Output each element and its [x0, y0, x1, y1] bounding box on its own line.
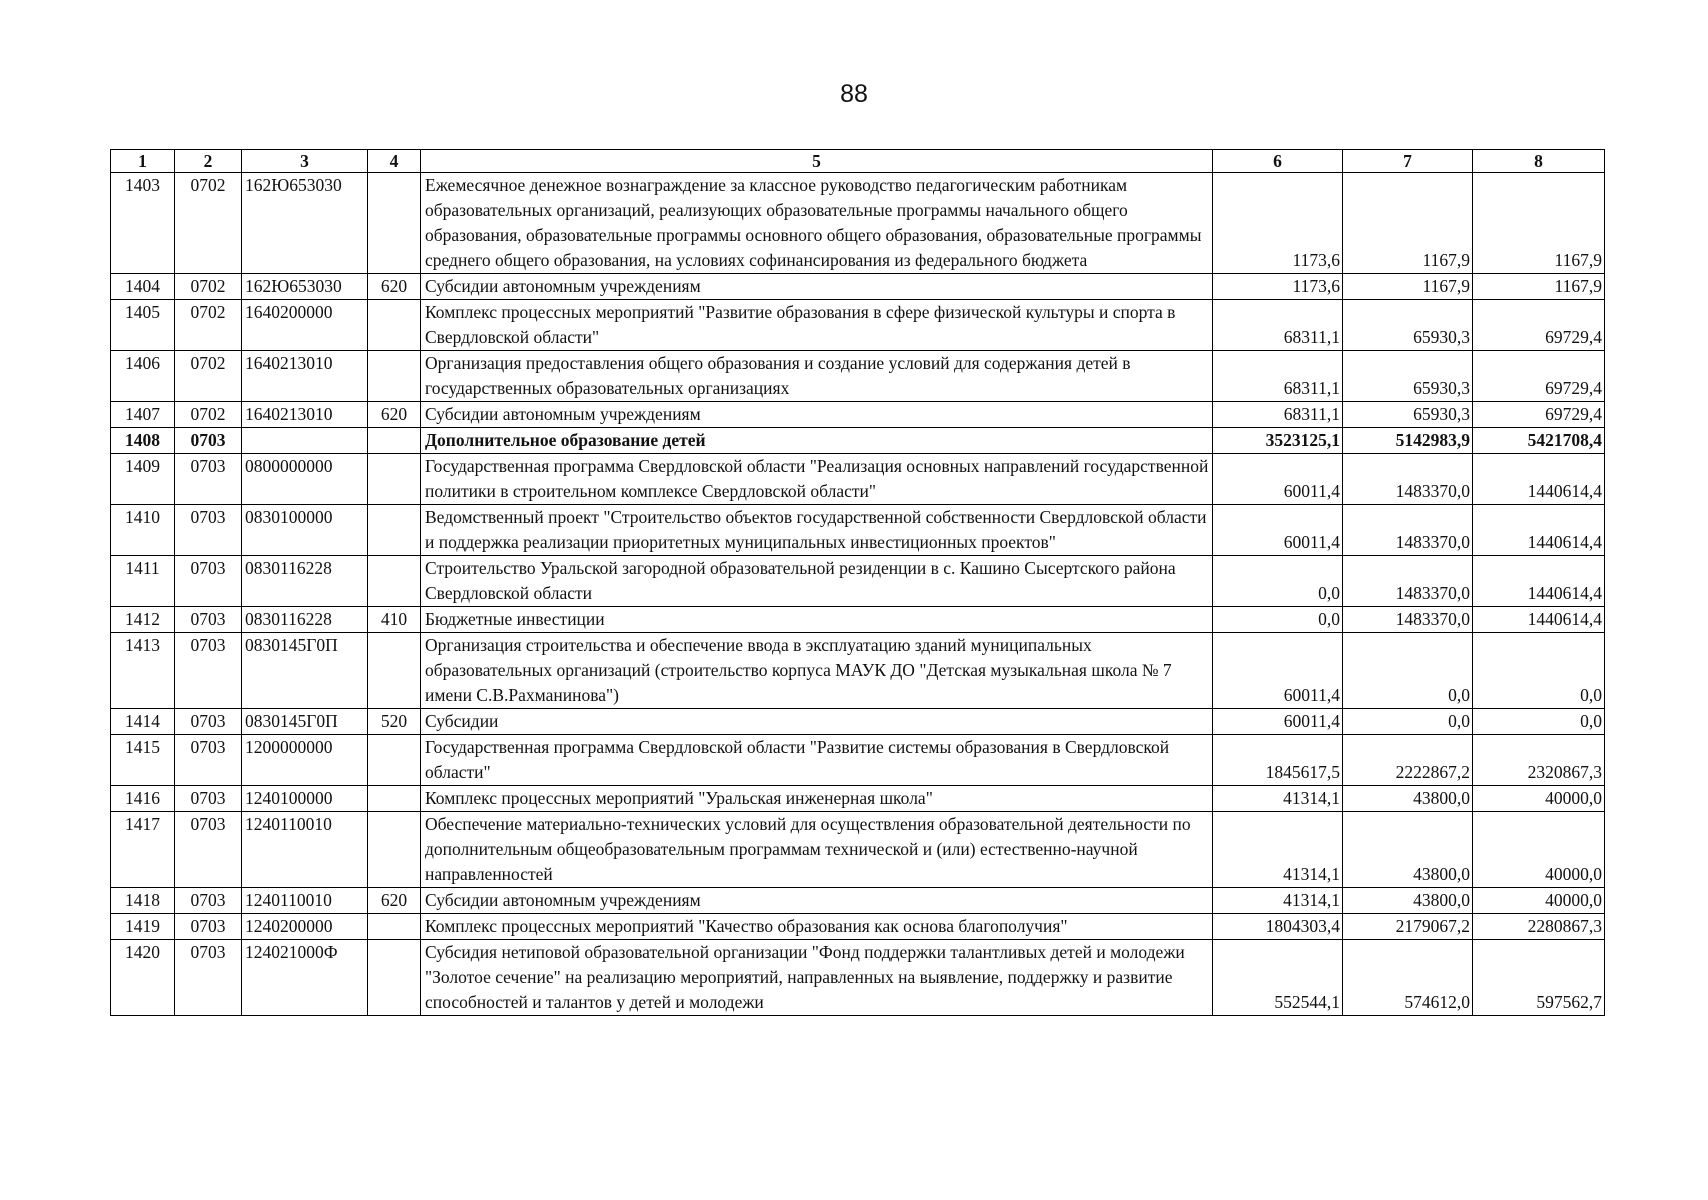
item-name-cell: Субсидия нетиповой образовательной организации "Фонд поддержки талантливых детей и молодежи "Золотое сечение" на реализацию мероприятий, направленных на выявление, поддержку и развитие способностей и талантов у детей и молодежи: [421, 940, 1213, 1016]
amount-year-1-cell: 68311,1: [1213, 351, 1343, 402]
amount-year-3-cell: 1167,9: [1473, 173, 1605, 274]
section-code-cell: 0702: [175, 351, 242, 402]
expense-type-cell: 410: [368, 607, 421, 633]
target-article-cell: 1200000000: [242, 735, 368, 786]
amount-year-2-cell: 0,0: [1343, 709, 1473, 735]
expense-type-cell: [368, 786, 421, 812]
item-name-cell: Субсидии автономным учреждениям: [421, 274, 1213, 300]
row-number-cell: 1420: [111, 940, 175, 1016]
amount-year-2-cell: 43800,0: [1343, 888, 1473, 914]
target-article-cell: 0830145Г0П: [242, 633, 368, 709]
table-row: [111, 633, 1605, 709]
header-cell: 3: [242, 150, 368, 173]
table-row: [111, 454, 1605, 505]
item-name-cell: Субсидии автономным учреждениям: [421, 402, 1213, 428]
amount-year-3-cell: 1440614,4: [1473, 607, 1605, 633]
item-name-cell: Субсидии автономным учреждениям: [421, 888, 1213, 914]
amount-year-1-cell: 552544,1: [1213, 940, 1343, 1016]
row-number-cell: 1405: [111, 300, 175, 351]
amount-year-2-cell: 65930,3: [1343, 402, 1473, 428]
target-article-cell: 0800000000: [242, 454, 368, 505]
table-row: [111, 888, 1605, 914]
target-article-cell: 0830145Г0П: [242, 709, 368, 735]
section-code-cell: 0703: [175, 888, 242, 914]
expense-type-cell: [368, 351, 421, 402]
amount-year-2-cell: 574612,0: [1343, 940, 1473, 1016]
amount-year-1-cell: 0,0: [1213, 556, 1343, 607]
header-row: [111, 150, 1605, 173]
expense-type-cell: [368, 735, 421, 786]
section-code-cell: 0703: [175, 428, 242, 454]
expense-type-cell: 620: [368, 888, 421, 914]
target-article-cell: 0830116228: [242, 556, 368, 607]
section-code-cell: 0703: [175, 812, 242, 888]
amount-year-1-cell: 68311,1: [1213, 402, 1343, 428]
target-article-cell: 124021000Ф: [242, 940, 368, 1016]
amount-year-3-cell: 1440614,4: [1473, 505, 1605, 556]
amount-year-2-cell: 65930,3: [1343, 351, 1473, 402]
section-code-cell: 0703: [175, 786, 242, 812]
section-code-cell: 0703: [175, 607, 242, 633]
amount-year-3-cell: 0,0: [1473, 709, 1605, 735]
amount-year-3-cell: 69729,4: [1473, 351, 1605, 402]
amount-year-1-cell: 1173,6: [1213, 274, 1343, 300]
row-number-cell: 1416: [111, 786, 175, 812]
amount-year-3-cell: 40000,0: [1473, 888, 1605, 914]
section-code-cell: 0703: [175, 735, 242, 786]
row-number-cell: 1414: [111, 709, 175, 735]
item-name-cell: Комплекс процессных мероприятий "Развитие образования в сфере физической культуры и спорта в Свердловской области": [421, 300, 1213, 351]
table-row: [111, 914, 1605, 940]
amount-year-1-cell: 60011,4: [1213, 633, 1343, 709]
expense-type-cell: [368, 173, 421, 274]
row-number-cell: 1409: [111, 454, 175, 505]
item-name-cell: Ведомственный проект "Строительство объектов государственной собственности Свердловской области и поддержка реализации приоритетных муниципальных инвестиционных проектов": [421, 505, 1213, 556]
item-name-cell: Обеспечение материально-технических условий для осуществления образовательной деятельности по дополнительным общеобразовательным программам технической и (или) естественно-научной направленностей: [421, 812, 1213, 888]
expense-type-cell: 520: [368, 709, 421, 735]
amount-year-1-cell: 60011,4: [1213, 709, 1343, 735]
table-row: [111, 786, 1605, 812]
item-name-cell: Государственная программа Свердловской области "Развитие системы образования в Свердловской области": [421, 735, 1213, 786]
amount-year-2-cell: 2179067,2: [1343, 914, 1473, 940]
target-article-cell: 0830116228: [242, 607, 368, 633]
amount-year-3-cell: 40000,0: [1473, 786, 1605, 812]
amount-year-3-cell: 1440614,4: [1473, 454, 1605, 505]
header-cell: 5: [421, 150, 1213, 173]
header-cell: 1: [111, 150, 175, 173]
section-code-cell: 0702: [175, 300, 242, 351]
amount-year-1-cell: 1845617,5: [1213, 735, 1343, 786]
header-cell: 6: [1213, 150, 1343, 173]
target-article-cell: 1640213010: [242, 351, 368, 402]
section-code-cell: 0703: [175, 914, 242, 940]
amount-year-2-cell: 1483370,0: [1343, 607, 1473, 633]
target-article-cell: 1240200000: [242, 914, 368, 940]
table-row: [111, 274, 1605, 300]
row-number-cell: 1403: [111, 173, 175, 274]
amount-year-3-cell: 2280867,3: [1473, 914, 1605, 940]
item-name-cell: Дополнительное образование детей: [421, 428, 1213, 454]
amount-year-3-cell: 69729,4: [1473, 402, 1605, 428]
item-name-cell: Организация предоставления общего образования и создание условий для содержания детей в государственных образовательных организациях: [421, 351, 1213, 402]
amount-year-3-cell: 1167,9: [1473, 274, 1605, 300]
amount-year-3-cell: 40000,0: [1473, 812, 1605, 888]
amount-year-1-cell: 41314,1: [1213, 812, 1343, 888]
table-row: [111, 300, 1605, 351]
amount-year-3-cell: 2320867,3: [1473, 735, 1605, 786]
item-name-cell: Государственная программа Свердловской области "Реализация основных направлений государственной политики в строительном комплексе Свердловской области": [421, 454, 1213, 505]
table-row: [111, 607, 1605, 633]
amount-year-1-cell: 3523125,1: [1213, 428, 1343, 454]
item-name-cell: Субсидии: [421, 709, 1213, 735]
target-article-cell: 1640213010: [242, 402, 368, 428]
item-name-cell: Бюджетные инвестиции: [421, 607, 1213, 633]
row-number-cell: 1418: [111, 888, 175, 914]
table-row: [111, 173, 1605, 274]
expense-type-cell: 620: [368, 274, 421, 300]
table-row: [111, 940, 1605, 1016]
amount-year-1-cell: 1173,6: [1213, 173, 1343, 274]
header-cell: 7: [1343, 150, 1473, 173]
budget-table-container: [110, 149, 1605, 1016]
row-number-cell: 1415: [111, 735, 175, 786]
amount-year-2-cell: 43800,0: [1343, 812, 1473, 888]
table-row: [111, 351, 1605, 402]
amount-year-2-cell: 1167,9: [1343, 173, 1473, 274]
table-row: [111, 709, 1605, 735]
amount-year-2-cell: 5142983,9: [1343, 428, 1473, 454]
amount-year-1-cell: 60011,4: [1213, 505, 1343, 556]
item-name-cell: Комплекс процессных мероприятий "Уральская инженерная школа": [421, 786, 1213, 812]
amount-year-3-cell: 1440614,4: [1473, 556, 1605, 607]
amount-year-2-cell: 1483370,0: [1343, 556, 1473, 607]
amount-year-3-cell: 69729,4: [1473, 300, 1605, 351]
expense-type-cell: [368, 428, 421, 454]
row-number-cell: 1407: [111, 402, 175, 428]
amount-year-3-cell: 597562,7: [1473, 940, 1605, 1016]
item-name-cell: Строительство Уральской загородной образовательной резиденции в с. Кашино Сысертского района Свердловской области: [421, 556, 1213, 607]
row-number-cell: 1404: [111, 274, 175, 300]
item-name-cell: Комплекс процессных мероприятий "Качество образования как основа благополучия": [421, 914, 1213, 940]
amount-year-2-cell: 65930,3: [1343, 300, 1473, 351]
amount-year-3-cell: 0,0: [1473, 633, 1605, 709]
header-cell: 4: [368, 150, 421, 173]
section-code-cell: 0703: [175, 505, 242, 556]
target-article-cell: 1240110010: [242, 812, 368, 888]
section-code-cell: 0703: [175, 633, 242, 709]
expense-type-cell: [368, 940, 421, 1016]
table-row: [111, 556, 1605, 607]
table-row: [111, 505, 1605, 556]
item-name-cell: Организация строительства и обеспечение ввода в эксплуатацию зданий муниципальных образовательных организаций (строительство корпуса МАУК ДО "Детская музыкальная школа № 7 имени С.В.Рахманинова"): [421, 633, 1213, 709]
amount-year-1-cell: 60011,4: [1213, 454, 1343, 505]
amount-year-1-cell: 68311,1: [1213, 300, 1343, 351]
section-code-cell: 0703: [175, 940, 242, 1016]
table-body: [111, 173, 1605, 1016]
section-code-cell: 0702: [175, 173, 242, 274]
section-code-cell: 0703: [175, 709, 242, 735]
row-number-cell: 1413: [111, 633, 175, 709]
amount-year-2-cell: 1167,9: [1343, 274, 1473, 300]
expense-type-cell: [368, 556, 421, 607]
page-number: 88: [840, 80, 868, 108]
amount-year-1-cell: 0,0: [1213, 607, 1343, 633]
expense-type-cell: [368, 505, 421, 556]
section-code-cell: 0703: [175, 556, 242, 607]
target-article-cell: 1240110010: [242, 888, 368, 914]
target-article-cell: 162Ю653030: [242, 173, 368, 274]
target-article-cell: 0830100000: [242, 505, 368, 556]
amount-year-3-cell: 5421708,4: [1473, 428, 1605, 454]
table-row: [111, 812, 1605, 888]
row-number-cell: 1412: [111, 607, 175, 633]
row-number-cell: 1411: [111, 556, 175, 607]
budget-table: [110, 149, 1605, 1016]
amount-year-1-cell: 41314,1: [1213, 888, 1343, 914]
amount-year-1-cell: 1804303,4: [1213, 914, 1343, 940]
target-article-cell: 1640200000: [242, 300, 368, 351]
expense-type-cell: [368, 914, 421, 940]
amount-year-2-cell: 2222867,2: [1343, 735, 1473, 786]
section-code-cell: 0702: [175, 402, 242, 428]
section-code-cell: 0703: [175, 454, 242, 505]
header-cell: 8: [1473, 150, 1605, 173]
expense-type-cell: 620: [368, 402, 421, 428]
section-code-cell: 0702: [175, 274, 242, 300]
row-number-cell: 1410: [111, 505, 175, 556]
row-number-cell: 1417: [111, 812, 175, 888]
item-name-cell: Ежемесячное денежное вознаграждение за классное руководство педагогическим работникам образовательных организаций, реализующих образовательные программы начального общего образования, образовательные программы основного общего образования, образовательные программы среднего общего образования, на условиях софинансирования из федерального бюджета: [421, 173, 1213, 274]
table-row: [111, 735, 1605, 786]
target-article-cell: [242, 428, 368, 454]
amount-year-2-cell: 1483370,0: [1343, 505, 1473, 556]
table-row: [111, 402, 1605, 428]
expense-type-cell: [368, 454, 421, 505]
target-article-cell: 162Ю653030: [242, 274, 368, 300]
expense-type-cell: [368, 633, 421, 709]
expense-type-cell: [368, 300, 421, 351]
amount-year-2-cell: 0,0: [1343, 633, 1473, 709]
row-number-cell: 1419: [111, 914, 175, 940]
row-number-cell: 1406: [111, 351, 175, 402]
amount-year-2-cell: 43800,0: [1343, 786, 1473, 812]
row-number-cell: 1408: [111, 428, 175, 454]
amount-year-2-cell: 1483370,0: [1343, 454, 1473, 505]
header-cell: 2: [175, 150, 242, 173]
target-article-cell: 1240100000: [242, 786, 368, 812]
amount-year-1-cell: 41314,1: [1213, 786, 1343, 812]
expense-type-cell: [368, 812, 421, 888]
table-row: [111, 428, 1605, 454]
